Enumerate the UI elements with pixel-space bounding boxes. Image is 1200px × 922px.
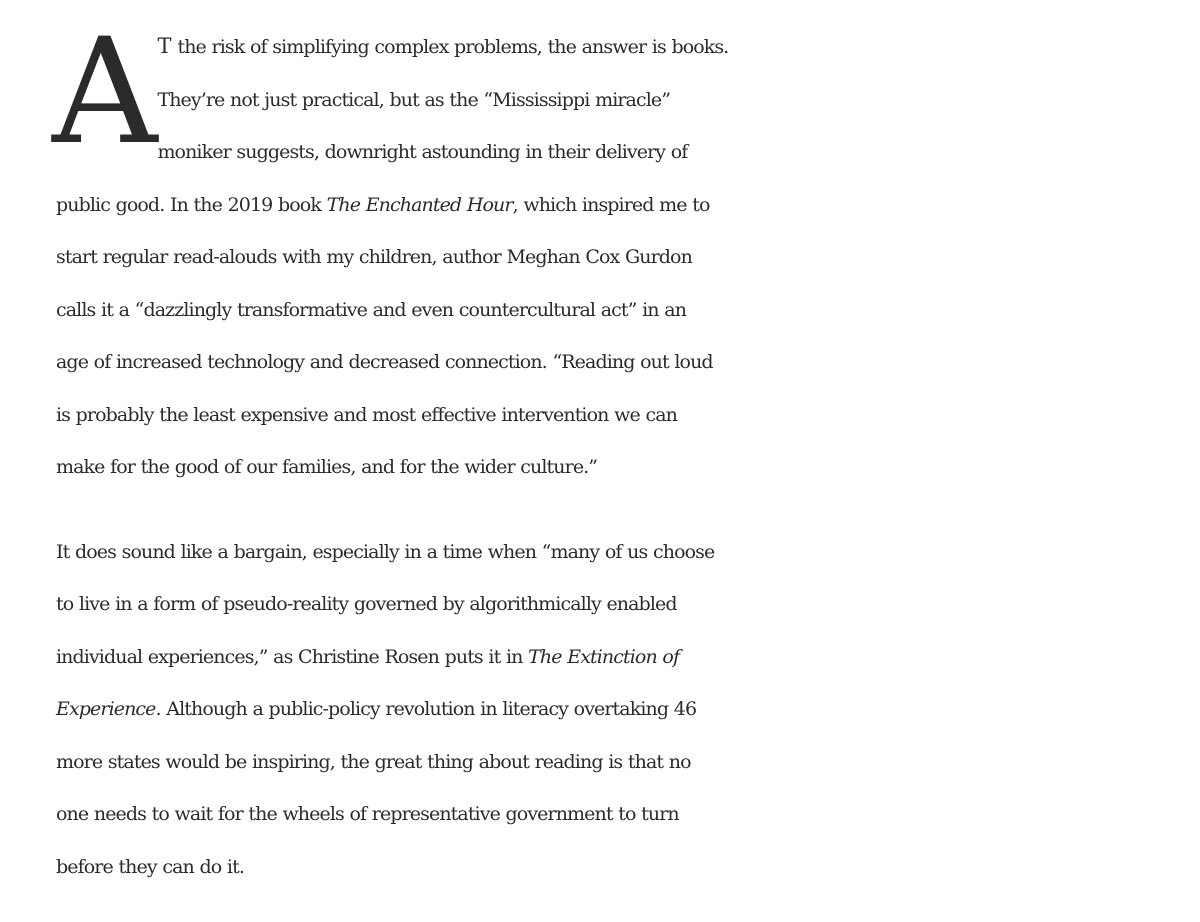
paragraph-2 — [56, 526, 1156, 894]
article-body — [52, 7, 1156, 893]
text-line: It does sound like a bargain, especially in a time when “many of us choose — [56, 540, 715, 563]
text-line: make for the good of our families, and for the wider culture.” — [56, 456, 598, 478]
text-line — [56, 683, 1156, 736]
text-line — [56, 631, 1156, 684]
text-line: start regular read-alouds with my children, author Meghan Cox Gurdon — [56, 246, 692, 268]
text-line: age of increased technology and decreased connection. “Reading out loud — [56, 351, 713, 373]
drop-cap: A — [52, 7, 158, 177]
text-line: one needs to wait for the wheels of representative government to turn — [56, 803, 679, 825]
text-segment: . Although a public-policy revolution in literacy overtaking 46 — [155, 698, 697, 720]
text-segment: public good. In the 2019 book — [56, 193, 327, 216]
paragraph-1 — [52, 7, 1156, 494]
text-line — [56, 179, 1156, 232]
text-line: is probably the least expensive and most effective intervention we can — [56, 403, 677, 426]
text-line: to live in a form of pseudo-reality governed by algorithmically enabled — [56, 593, 677, 615]
text-line-content: the risk of simplifying complex problems, the answer is books. — [177, 36, 729, 58]
text-segment: , which inspired me to — [512, 193, 710, 216]
small-cap-letter: T — [157, 34, 172, 58]
text-segment: individual experiences,” as Christine Rosen puts it in — [56, 645, 529, 668]
text-line: more states would be inspiring, the great thing about reading is that no — [56, 750, 691, 773]
book-title-extinction-of-experience-part-1: The Extinction of — [528, 645, 680, 668]
text-line: before they can do it. — [56, 855, 244, 878]
text-line — [56, 20, 1156, 74]
text-line: They’re not just practical, but as the “Mississippi miracle” — [157, 88, 671, 111]
book-title-extinction-of-experience-part-2: Experience — [56, 698, 156, 720]
text-line: moniker suggests, downright astounding in their delivery of — [157, 141, 688, 163]
book-title-the-enchanted-hour: The Enchanted Hour — [326, 193, 513, 216]
text-line: calls it a “dazzlingly transformative and even countercultural act” in an — [56, 298, 687, 321]
